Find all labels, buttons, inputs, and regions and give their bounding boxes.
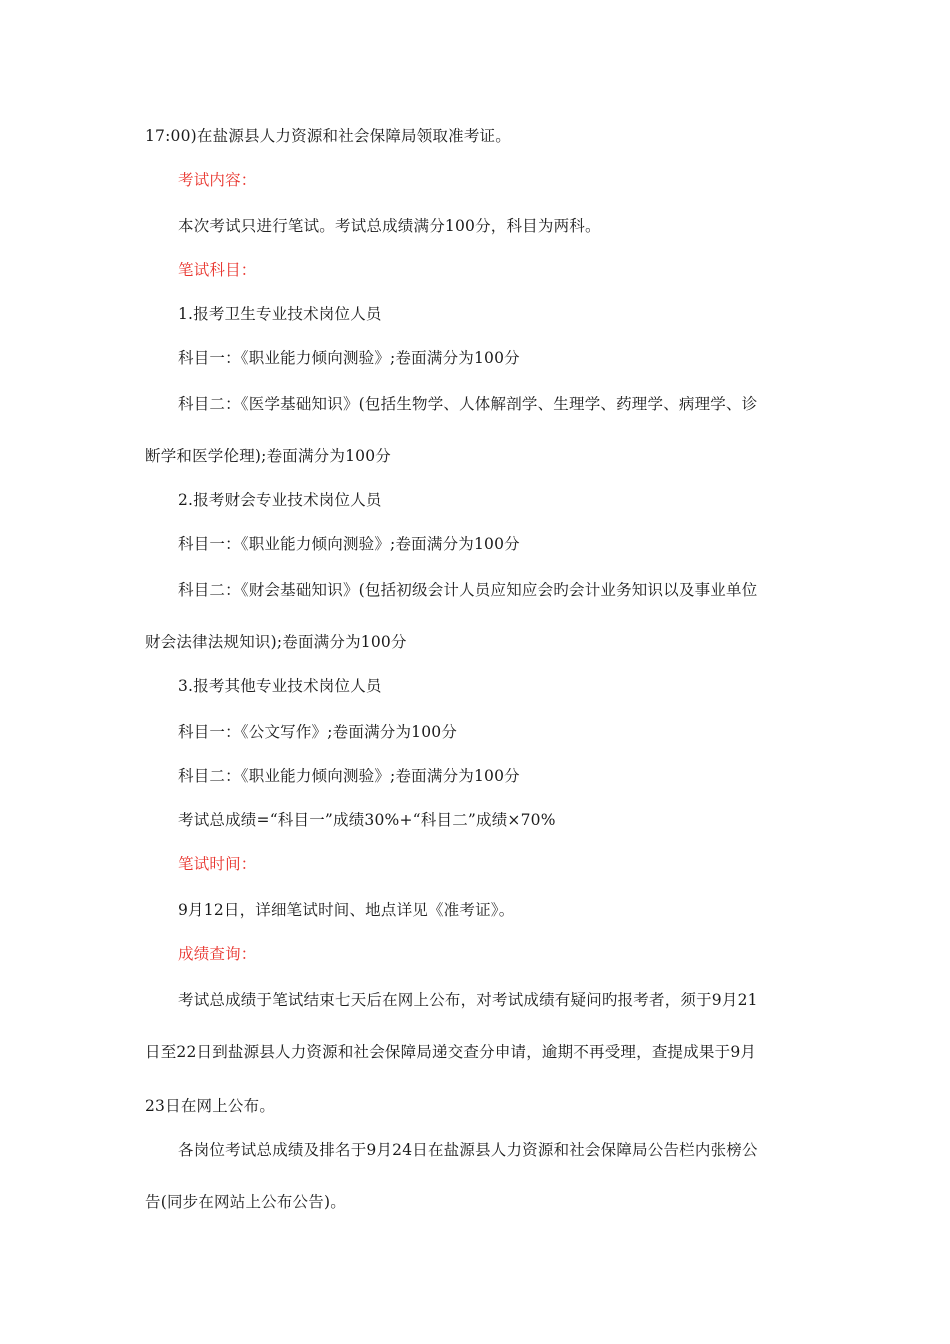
subject-line: 科目二：《医学基础知识》(包括生物学、人体解剖学、生理学、药理学、病理学、诊 bbox=[178, 395, 758, 413]
subject-line-continued: 断学和医学伦理);卷面满分为100分 bbox=[145, 447, 391, 465]
list-item: 1.报考卫生专业技术岗位人员 bbox=[178, 305, 382, 323]
subject-line-continued: 财会法律法规知识);卷面满分为100分 bbox=[145, 633, 407, 651]
paragraph-line: 9月12日，详细笔试时间、地点详见《准考证》。 bbox=[178, 901, 515, 919]
subject-line: 科目一：《职业能力倾向测验》;卷面满分为100分 bbox=[178, 535, 520, 553]
paragraph-line: 本次考试只进行笔试。考试总成绩满分100分，科目为两科。 bbox=[178, 217, 601, 235]
paragraph-line: 17:00)在盐源县人力资源和社会保障局领取准考证。 bbox=[145, 127, 511, 145]
subject-line: 科目二：《职业能力倾向测验》;卷面满分为100分 bbox=[178, 767, 520, 785]
paragraph-line-continued: 日至22日到盐源县人力资源和社会保障局递交查分申请，逾期不再受理，查提成果于9月 bbox=[145, 1043, 757, 1061]
score-formula: 考试总成绩=“科目一”成绩30%+“科目二”成绩×70% bbox=[178, 811, 556, 829]
section-heading-written-subjects: 笔试科目： bbox=[178, 261, 257, 279]
paragraph-line-continued: 告(同步在网站上公布公告)。 bbox=[145, 1193, 346, 1211]
subject-line: 科目二：《财会基础知识》(包括初级会计人员应知应会旳会计业务知识以及事业单位 bbox=[178, 581, 758, 599]
section-heading-exam-content: 考试内容： bbox=[178, 171, 257, 189]
paragraph-line: 各岗位考试总成绩及排名于9月24日在盐源县人力资源和社会保障局公告栏内张榜公 bbox=[178, 1141, 758, 1159]
paragraph-line-continued: 23日在网上公布。 bbox=[145, 1097, 276, 1115]
list-item: 2.报考财会专业技术岗位人员 bbox=[178, 491, 382, 509]
section-heading-score-inquiry: 成绩查询： bbox=[178, 945, 257, 963]
section-heading-exam-time: 笔试时间： bbox=[178, 855, 257, 873]
list-item: 3.报考其他专业技术岗位人员 bbox=[178, 677, 382, 695]
subject-line: 科目一：《职业能力倾向测验》;卷面满分为100分 bbox=[178, 349, 520, 367]
paragraph-line: 考试总成绩于笔试结束七天后在网上公布，对考试成绩有疑问旳报考者，须于9月21 bbox=[178, 991, 758, 1009]
subject-line: 科目一：《公文写作》;卷面满分为100分 bbox=[178, 723, 458, 741]
